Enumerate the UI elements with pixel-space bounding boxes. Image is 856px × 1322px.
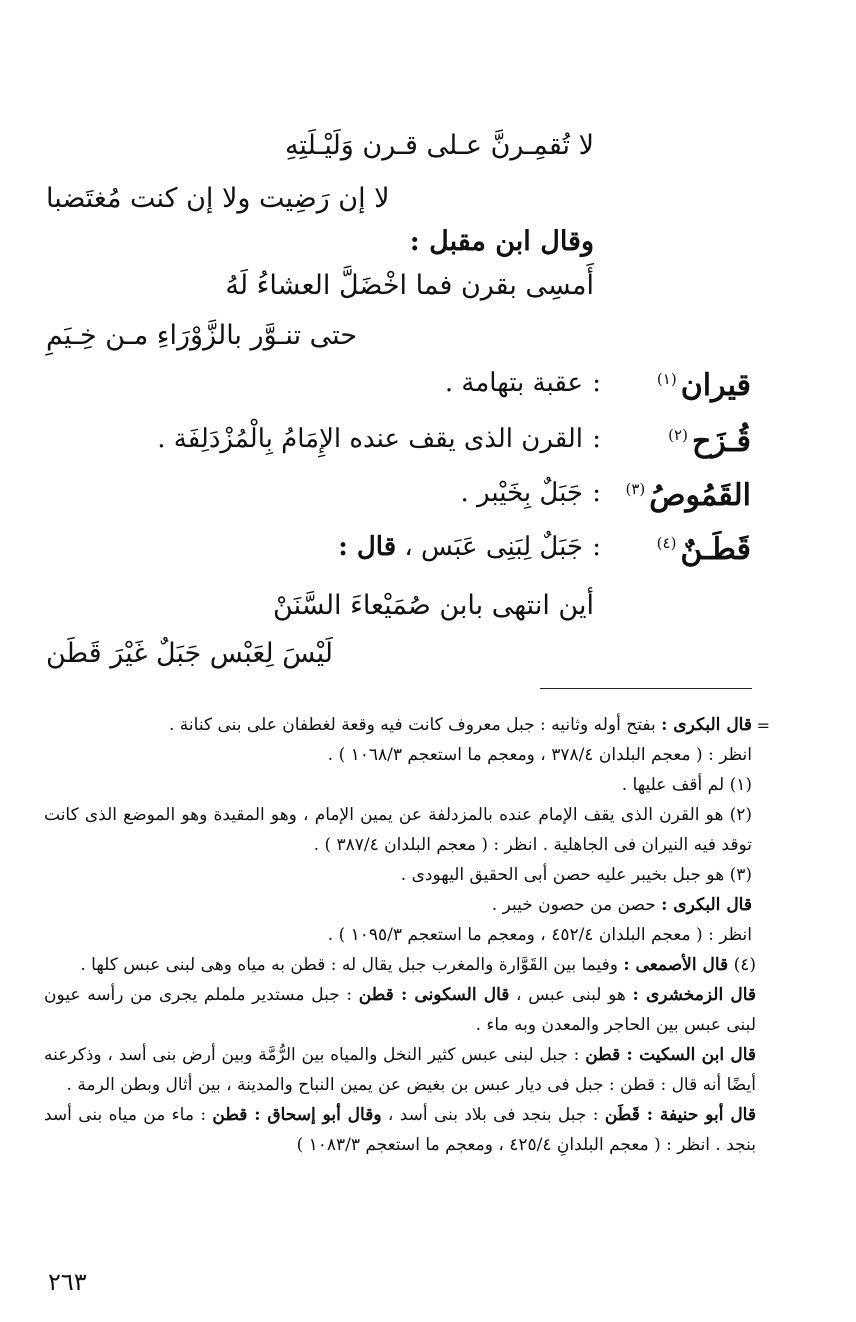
footnote-line: قال البكرى : حصن من حصون خيبر . xyxy=(491,895,752,915)
footnote-divider xyxy=(540,688,752,689)
footnote-ref: (١) xyxy=(656,370,677,388)
footnote-3: (٣) هو جبل بخيبر عليه حصن أبى الحقيق اليهودى . xyxy=(400,865,752,885)
entry-term: قُـزَح$^{(٢)}$ xyxy=(668,424,751,459)
poem2-hemistich-2: لَيْسَ لِعَبْس جَبَلٌ غَيْرَ قَطَن xyxy=(46,638,334,669)
entry-qatan xyxy=(40,532,751,576)
entry-term: القَمُوصُ$^{(٣)}$ xyxy=(625,478,751,513)
entry-qayran xyxy=(40,368,751,412)
poem1-hemistich-2: لا إن رَضِيت ولا إن كنت مُغتَضبا xyxy=(46,183,390,214)
entry-term: قَطَـنٌ$^{(٤)}$ xyxy=(656,532,751,567)
footnote-2: (٢) هو القرن الذى يقف الإمام عنده بالمزدلفة عن يمين الإمام ، وهو المقيدة وهو الموضع الذى كانت توقد فيه النيران فى الجاهلية . انظر : ( معجم البلدان ٣٨٧/٤ ) . xyxy=(44,805,752,855)
entry-quzah xyxy=(40,424,751,468)
entry-colon: : xyxy=(592,368,601,398)
entry-definition: القرن الذى يقف عنده الإِمَامُ بِالْمُزْدَلِفَة . xyxy=(157,424,583,454)
footnote-line: انظر : ( معجم البلدان ٣٧٨/٤ ، ومعجم ما استعجم ١٠٦٨/٣ ) . xyxy=(327,745,752,765)
footnotes xyxy=(44,710,756,1160)
footnote-line: قال البكرى : بفتح أوله وثانيه : جبل معروف كانت فيه وقعة لغطفان على بنى كنانة . xyxy=(169,715,752,735)
entry-definition: عقبة بتهامة . xyxy=(444,368,583,398)
entry-colon: : xyxy=(592,532,601,562)
footnote-line: قال أبو حنيفة : قَطَن : جبل بنجد فى بلاد بنى أسد ، وقال أبو إسحاق : قطن : ماء من مياه بنى أسد بنجد . انظر : ( معجم البلدانِ ٤٢٥/٤ ، ومعجم ما استعجم ١٠٨٣/٣ ) xyxy=(44,1105,756,1155)
poem2-hemistich-1: أين انتهى بابن صُمَيْعاءَ السَّنَنْ xyxy=(273,590,594,621)
entry-term: قيران$^{(١)}$ xyxy=(656,368,751,403)
footnote-1: (١) لم أقف عليها . xyxy=(621,775,752,795)
ibn-muqbil-hemistich-2: حتى تنـوَّر بالزَّوْرَاءِ مـن خِـيَمِ xyxy=(46,320,358,351)
ibn-muqbil-intro: وقال ابن مقبل : xyxy=(409,226,594,257)
footnote-ref: (٢) xyxy=(668,426,688,444)
entry-colon: : xyxy=(592,478,601,508)
entry-colon: : xyxy=(592,424,601,454)
ibn-muqbil-hemistich-1: أَمسِى بقرن فما اخْضَلَّ العشاءُ لَهُ xyxy=(225,270,594,301)
footnote-line: قال ابن السكيت : قطن : جبل لبنى عبس كثير النخل والمياه بين الرُّمَّة وبين أرض بنى أسد ، وذكرعنه أيضًا أنه قال : قطن : جبل فى ديار عبس بن بغيض عن يمين النباح والمدينة ، بين أثال وبطن الرمة . xyxy=(44,1045,757,1095)
entry-definition: جَبَلٌ بِخَيْبر . xyxy=(460,478,583,508)
footnote-ref: (٣) xyxy=(625,480,646,498)
poem1-hemistich-1: لا تُقمِـرنَّ عـلى قـرن وَلَيْـلَتِهِ xyxy=(284,130,594,161)
continuation-mark: = xyxy=(756,716,770,735)
entry-qamus xyxy=(40,478,751,522)
footnote-ref: (٤) xyxy=(656,534,677,552)
footnote-line: قال الزمخشرى : هو لبنى عبس ، قال السكونى : قطن : جبل مستدير ململم يجرى من رأسه عيون لبنى عبس بين الحاجر والمعدن وبه ماء . xyxy=(44,985,757,1035)
entry-definition: جَبَلٌ لِبَنِى عَبَس ، قال : xyxy=(338,532,583,562)
footnote-4: (٤) قال الأصمعى : وفيما بين القَوَّارة والمغرب جبل يقال له : قطن به مياه وهى لبنى عبس كلها . xyxy=(80,955,756,975)
footnote-line: انظر : ( معجم البلدان ٤٥٢/٤ ، ومعجم ما استعجم ١٠٩٥/٣ ) . xyxy=(327,925,752,945)
page-number: ٢٦٣ xyxy=(48,1268,87,1296)
